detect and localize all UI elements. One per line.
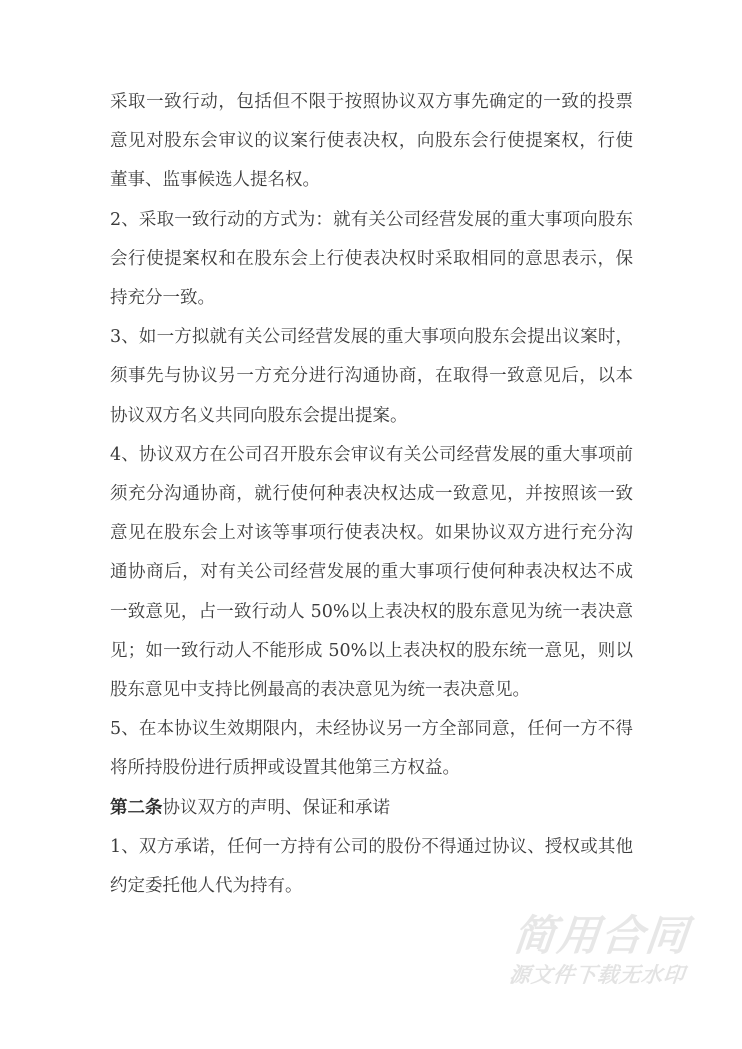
- watermark-title: 简用合同: [510, 911, 693, 960]
- contract-paragraph: 3、如一方拟就有关公司经营发展的重大事项向股东会提出议案时，须事先与协议另一方充分进行沟通协商，在取得一致意见后，以本协议双方名义共同向股东会提出提案。: [110, 327, 633, 426]
- contract-paragraph: 4、协议双方在公司召开股东会审议有关公司经营发展的重大事项前须充分沟通协商，就行使何种表决权达成一致意见，并按照该一致意见在股东会上对该等事项行使表决权。如果协议双方进行充分沟通协商后，对有关公司经营发展的重大事项行使何种表决权达不成一致意见，占一致行动人 50%以上表决权的股东意见为统一表决意见；如一致行动人不能形成 50%以上表决权的股东统一意见，则以股东意见中支持比例最高的表决意见为统一表决意见。: [110, 444, 633, 701]
- section-heading-title: 协议双方的声明、保证和承诺: [162, 797, 390, 818]
- watermark: [508, 912, 692, 987]
- section-heading: [110, 789, 633, 828]
- contract-paragraph: 2、采取一致行动的方式为：就有关公司经营发展的重大事项向股东会行使提案权和在股东会上行使表决权时采取相同的意思表示，保持充分一致。: [110, 209, 633, 309]
- contract-paragraph: 1、双方承诺，任何一方持有公司的股份不得通过协议、授权或其他约定委托他人代为持有。: [110, 836, 633, 897]
- watermark-subtitle: 源文件下载无水印: [508, 963, 687, 987]
- contract-paragraph: 5、在本协议生效期限内，未经协议另一方全部同意，任何一方不得将所持股份进行质押或设置其他第三方权益。: [110, 719, 633, 779]
- document-body: [110, 83, 633, 906]
- section-heading-number: 第二条: [110, 797, 163, 818]
- contract-paragraph: 采取一致行动，包括但不限于按照协议双方事先确定的一致的投票意见对股东会审议的议案行使表决权，向股东会行使提案权，行使董事、监事候选人提名权。: [110, 92, 633, 191]
